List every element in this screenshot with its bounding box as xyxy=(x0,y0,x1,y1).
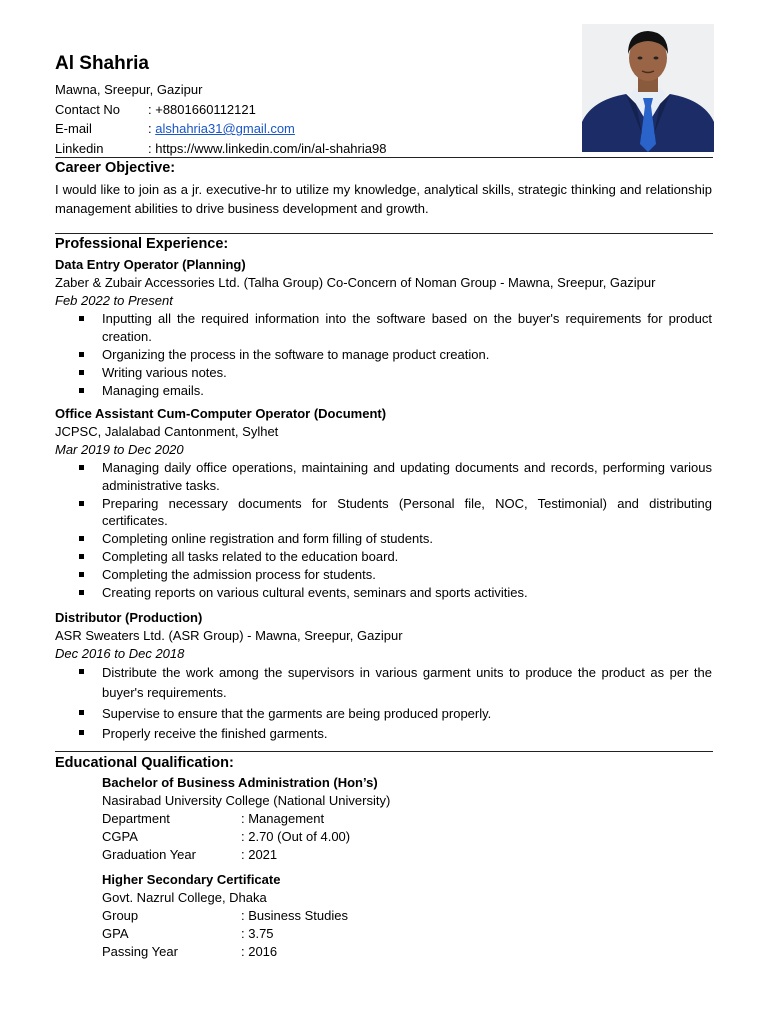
address-line xyxy=(55,80,386,100)
bullet-icon xyxy=(79,554,84,559)
job-3 xyxy=(55,609,712,745)
row-label: CGPA xyxy=(102,829,138,844)
row-value: : 2.70 (Out of 4.00) xyxy=(241,829,351,844)
job-dates: Feb 2022 to Present xyxy=(55,293,173,308)
linkedin-row xyxy=(55,139,386,159)
duty-text: Writing various notes. xyxy=(102,364,227,380)
profile-photo-drawing xyxy=(582,24,714,152)
list-item xyxy=(55,724,712,744)
divider-2 xyxy=(55,233,713,234)
duty-text: Creating reports on various cultural events, seminars and sports activities. xyxy=(102,585,528,600)
bullet-icon xyxy=(79,730,84,735)
contact-label: Contact No xyxy=(55,101,121,117)
bullet-icon xyxy=(79,370,84,375)
duty-text: Distribute the work among the supervisors in various garment units to produce the product as per the buyer's requirements. xyxy=(102,665,712,700)
list-item xyxy=(55,704,712,724)
degree-institution: Govt. Nazrul College, Dhaka xyxy=(102,890,267,905)
bullet-icon xyxy=(79,669,84,674)
contact-value: : +8801660112121 xyxy=(148,101,256,117)
row-label: Group xyxy=(102,908,139,923)
address-text: Mawna, Sreepur, Gazipur xyxy=(55,82,203,97)
job-duties xyxy=(55,310,712,399)
education-title: Educational Qualification: xyxy=(55,755,234,771)
list-item xyxy=(55,310,712,345)
bullet-icon xyxy=(79,572,84,577)
degree-row xyxy=(102,810,502,828)
list-item xyxy=(55,495,712,530)
linkedin-label: Linkedin xyxy=(55,140,104,156)
bullet-icon xyxy=(79,352,84,357)
job-company: JCPSC, Jalalabad Cantonment, Sylhet xyxy=(55,424,279,439)
contact-block xyxy=(55,80,386,158)
list-item xyxy=(55,663,712,703)
list-item xyxy=(55,364,712,382)
row-value: : 2016 xyxy=(241,944,278,959)
job-dates: Dec 2016 to Dec 2018 xyxy=(55,646,185,661)
job-title: Distributor (Production) xyxy=(55,610,203,625)
row-label: GPA xyxy=(102,926,129,941)
row-value: : 2021 xyxy=(241,847,278,862)
bullet-icon xyxy=(79,536,84,541)
duty-text: Managing daily office operations, maintaining and updating documents and records, performing various administrative tasks. xyxy=(102,460,712,493)
degree-row xyxy=(102,943,502,961)
degree-institution: Nasirabad University College (National University) xyxy=(102,793,391,808)
row-label: Graduation Year xyxy=(102,847,196,862)
bullet-icon xyxy=(79,388,84,393)
degree-row xyxy=(102,925,502,943)
email-label: E-mail xyxy=(55,121,92,136)
email-prefix: : xyxy=(148,121,156,136)
job-duties xyxy=(55,459,712,602)
degree-row xyxy=(102,907,502,925)
list-item xyxy=(55,382,712,400)
degree-2 xyxy=(102,871,502,961)
row-value: : Management xyxy=(241,811,325,826)
job-title: Data Entry Operator (Planning) xyxy=(55,257,246,272)
contact-row xyxy=(55,100,386,120)
career-title: Career Objective: xyxy=(55,160,176,176)
list-item xyxy=(55,548,712,566)
duty-text: Preparing necessary documents for Students (Personal file, NOC, Testimonial) and distributing certificates. xyxy=(102,495,712,528)
job-title: Office Assistant Cum-Computer Operator (Document) xyxy=(55,406,387,421)
bullet-icon xyxy=(79,710,84,715)
duty-text: Completing the admission process for students. xyxy=(102,567,376,582)
candidate-name: Al Shahria xyxy=(55,53,149,74)
duty-text: Managing emails. xyxy=(102,382,204,398)
duty-text: Completing online registration and form filling of students. xyxy=(102,531,433,546)
list-item xyxy=(55,346,712,364)
divider-1 xyxy=(55,157,713,158)
job-company: ASR Sweaters Ltd. (ASR Group) - Mawna, Sreepur, Gazipur xyxy=(55,628,403,643)
degree-name: Higher Secondary Certificate xyxy=(102,872,281,887)
experience-title: Professional Experience: xyxy=(55,236,229,252)
job-duties xyxy=(55,663,712,744)
duty-text: Organizing the process in the software to manage product creation. xyxy=(102,346,490,362)
bullet-icon xyxy=(79,316,84,321)
list-item xyxy=(55,566,712,584)
row-label: Department xyxy=(102,811,170,826)
bullet-icon xyxy=(79,590,84,595)
duty-text: Completing all tasks related to the education board. xyxy=(102,549,399,564)
career-text: I would like to join as a jr. executive-hr to utilize my knowledge, analytical skills, strategic thinking and relationship management abilities to drive business development and growth. xyxy=(55,182,712,216)
email-link[interactable]: alshahria31@gmail.com xyxy=(155,121,295,136)
divider-3 xyxy=(55,751,713,752)
profile-photo xyxy=(582,24,714,152)
duty-text: Properly receive the finished garments. xyxy=(102,726,328,741)
linkedin-value: : https://www.linkedin.com/in/al-shahria98 xyxy=(148,140,387,156)
bullet-icon xyxy=(79,465,84,470)
list-item xyxy=(55,584,712,602)
row-value: : Business Studies xyxy=(241,908,348,923)
bullet-icon xyxy=(79,501,84,506)
list-item xyxy=(55,459,712,494)
job-2 xyxy=(55,405,712,602)
degree-row xyxy=(102,846,502,864)
degree-1 xyxy=(102,774,502,864)
email-row xyxy=(55,119,386,139)
degree-name: Bachelor of Business Administration (Hon’s) xyxy=(102,775,378,790)
degree-row xyxy=(102,828,502,846)
job-1 xyxy=(55,256,712,400)
job-dates: Mar 2019 to Dec 2020 xyxy=(55,442,184,457)
list-item xyxy=(55,530,712,548)
row-value: : 3.75 xyxy=(241,926,274,941)
duty-text: Supervise to ensure that the garments are being produced properly. xyxy=(102,705,492,721)
duty-text: Inputting all the required information into the software based on the buyer's requirements for product creation. xyxy=(102,311,712,344)
job-company: Zaber & Zubair Accessories Ltd. (Talha Group) Co-Concern of Noman Group - Mawna, Sreepur, Gazipur xyxy=(55,275,656,290)
row-label: Passing Year xyxy=(102,944,178,959)
